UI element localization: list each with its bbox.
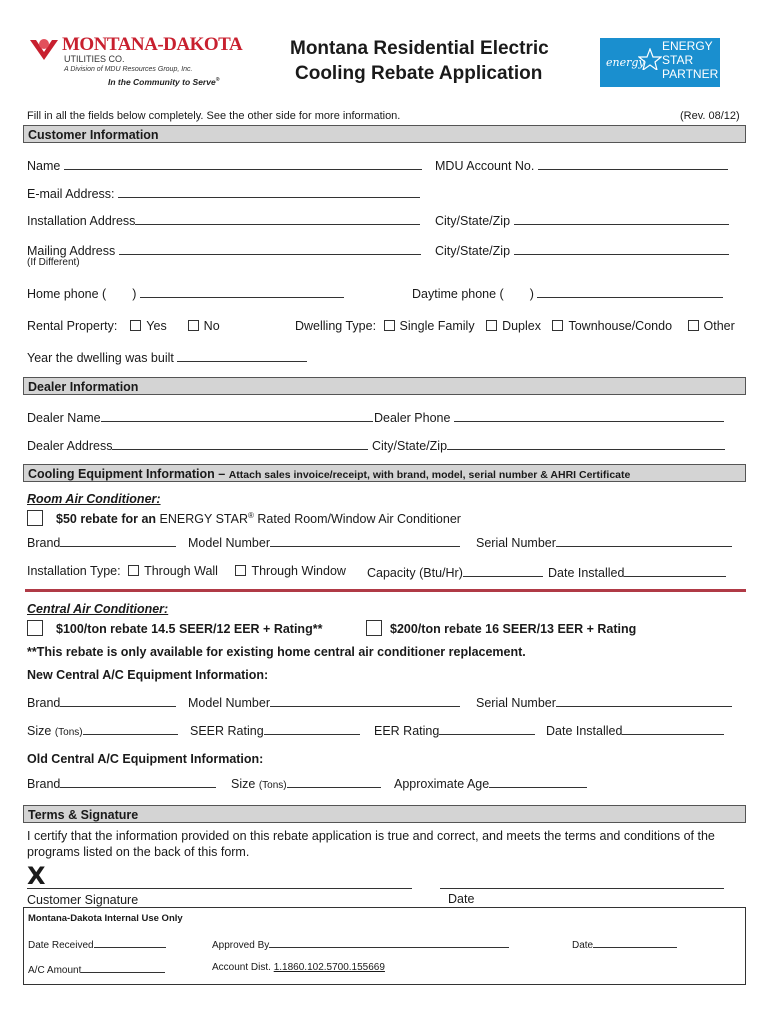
daytime-phone-label: Daytime phone ( bbox=[412, 287, 504, 301]
equipment-heading: Cooling Equipment Information – bbox=[28, 467, 226, 481]
old-size-label: Size bbox=[231, 777, 256, 791]
section-terms: Terms & Signature bbox=[23, 805, 746, 823]
install-address-field[interactable] bbox=[27, 212, 420, 228]
section-divider bbox=[25, 589, 746, 592]
rental-row bbox=[27, 319, 220, 333]
room-ac-energy-star: ENERGY STAR bbox=[159, 512, 248, 527]
logo-sub: UTILITIES CO. bbox=[64, 54, 125, 64]
account-dist-value: 1.1860.102.5700.155669 bbox=[273, 962, 385, 973]
room-date-installed-field[interactable] bbox=[548, 564, 726, 580]
approved-by-field[interactable] bbox=[212, 937, 509, 951]
account-dist-label: Account Dist. bbox=[212, 962, 271, 973]
dealer-city-field[interactable] bbox=[372, 437, 725, 453]
new-brand-label: Brand bbox=[27, 696, 61, 710]
room-date-installed-label: Date Installed bbox=[548, 566, 625, 580]
approx-age-label: Approximate Age bbox=[394, 777, 490, 791]
seer-label: SEER Rating bbox=[190, 724, 264, 738]
duplex-label: Duplex bbox=[502, 319, 541, 333]
mailing-address-label: Mailing Address bbox=[27, 244, 116, 258]
mailing-city-label: City/State/Zip bbox=[435, 244, 511, 258]
new-equipment-title: New Central A/C Equipment Information: bbox=[27, 668, 269, 682]
date-label: Date bbox=[448, 892, 475, 906]
install-city-field[interactable] bbox=[435, 212, 729, 228]
central-note: **This rebate is only available for existing home central air conditioner replacement. bbox=[27, 645, 526, 659]
room-model-label: Model Number bbox=[188, 536, 270, 550]
home-phone-close: ) bbox=[132, 287, 137, 301]
townhouse-checkbox[interactable] bbox=[552, 320, 563, 331]
rental-no-checkbox[interactable] bbox=[188, 320, 199, 331]
old-brand-field[interactable] bbox=[27, 775, 216, 791]
daytime-phone-close: ) bbox=[529, 287, 534, 301]
room-brand-label: Brand bbox=[27, 536, 61, 550]
through-window-checkbox[interactable] bbox=[235, 565, 246, 576]
section-dealer-info: Dealer Information bbox=[23, 377, 746, 395]
duplex-checkbox[interactable] bbox=[486, 320, 497, 331]
account-label: MDU Account No. bbox=[435, 159, 535, 173]
install-city-label: City/State/Zip bbox=[435, 214, 511, 228]
single-family-checkbox[interactable] bbox=[384, 320, 395, 331]
logo-division: A Division of MDU Resources Group, Inc. bbox=[64, 66, 193, 73]
dealer-name-field[interactable] bbox=[27, 409, 373, 425]
energy-star-script: energy bbox=[606, 56, 645, 69]
home-phone-field[interactable] bbox=[27, 285, 344, 301]
dealer-phone-label: Dealer Phone bbox=[374, 411, 451, 425]
rental-yes-label: Yes bbox=[146, 319, 167, 333]
page-title-line2: Cooling Rebate Application bbox=[295, 63, 543, 84]
seer-field[interactable] bbox=[190, 722, 360, 738]
section-equipment-info bbox=[23, 464, 746, 482]
install-type-row bbox=[27, 564, 346, 578]
new-size-label: Size bbox=[27, 724, 52, 738]
date-received-label: Date Received bbox=[28, 940, 94, 951]
energy-star-line2: STAR bbox=[662, 53, 694, 67]
account-dist-field bbox=[212, 962, 385, 973]
new-serial-field[interactable] bbox=[476, 694, 732, 710]
old-tons-label: (Tons) bbox=[258, 780, 287, 791]
dwelling-row bbox=[295, 319, 735, 333]
rental-yes-checkbox[interactable] bbox=[130, 320, 141, 331]
star-icon bbox=[638, 48, 662, 70]
energy-star-line1: ENERGY bbox=[662, 39, 713, 53]
account-field[interactable] bbox=[435, 157, 728, 173]
equipment-heading-note: Attach sales invoice/receipt, with brand, model, serial number & AHRI Certificate bbox=[228, 469, 631, 481]
date-received-field[interactable] bbox=[28, 937, 166, 951]
logo-name: MONTANA-DAKOTA bbox=[62, 34, 243, 55]
energy-star-line3: PARTNER bbox=[662, 67, 719, 81]
dealer-address-field[interactable] bbox=[27, 437, 368, 453]
logo-tagline: In the Community to Serve® bbox=[108, 77, 220, 87]
through-wall-checkbox[interactable] bbox=[128, 565, 139, 576]
internal-date-field[interactable] bbox=[572, 937, 677, 951]
room-serial-label: Serial Number bbox=[476, 536, 556, 550]
signature-line[interactable] bbox=[27, 888, 412, 889]
mailing-city-field[interactable] bbox=[435, 242, 729, 258]
central-200-label: $200/ton rebate 16 SEER/13 EER + Rating bbox=[390, 622, 637, 636]
room-model-field[interactable] bbox=[188, 534, 460, 550]
dealer-phone-field[interactable] bbox=[374, 409, 724, 425]
dealer-city-label: City/State/Zip bbox=[372, 439, 448, 453]
daytime-phone-field[interactable] bbox=[412, 285, 723, 301]
central-ac-title: Central Air Conditioner: bbox=[27, 602, 169, 616]
eer-field[interactable] bbox=[374, 722, 535, 738]
new-model-field[interactable] bbox=[188, 694, 460, 710]
dealer-name-label: Dealer Name bbox=[27, 411, 101, 425]
terms-line1: I certify that the information provided on this rebate application is true and correct, and meets the terms and conditions of the bbox=[27, 829, 715, 843]
name-field[interactable] bbox=[27, 157, 422, 173]
year-built-label: Year the dwelling was built bbox=[27, 351, 174, 365]
capacity-label: Capacity (Btu/Hr) bbox=[367, 566, 463, 580]
signature-label: Customer Signature bbox=[27, 893, 139, 907]
approx-age-field[interactable] bbox=[394, 775, 587, 791]
mailing-address-field[interactable] bbox=[27, 242, 421, 258]
energy-star-text bbox=[662, 39, 718, 81]
if-different-note: (If Different) bbox=[27, 257, 80, 268]
eer-label: EER Rating bbox=[374, 724, 440, 738]
old-equipment-title: Old Central A/C Equipment Information: bbox=[27, 752, 264, 766]
registered-mark: ® bbox=[247, 511, 254, 520]
date-line[interactable] bbox=[440, 888, 724, 889]
new-brand-field[interactable] bbox=[27, 694, 176, 710]
home-phone-label: Home phone ( bbox=[27, 287, 107, 301]
central-200-checkbox[interactable] bbox=[366, 620, 382, 636]
room-ac-title: Room Air Conditioner: bbox=[27, 492, 161, 506]
new-tons-label: (Tons) bbox=[54, 727, 83, 738]
capacity-field[interactable] bbox=[367, 564, 543, 580]
signature-x-mark: X bbox=[27, 862, 46, 890]
revision: (Rev. 08/12) bbox=[680, 110, 740, 122]
terms-line2: programs listed on the back of this form. bbox=[27, 845, 250, 859]
through-window-label: Through Window bbox=[251, 564, 346, 578]
section-customer-info: Customer Information bbox=[23, 125, 746, 143]
internal-date-label: Date bbox=[572, 940, 594, 951]
intro-text: Fill in all the fields below completely. See the other side for more information. bbox=[27, 110, 401, 122]
new-serial-label: Serial Number bbox=[476, 696, 556, 710]
dealer-address-label: Dealer Address bbox=[27, 439, 113, 453]
logo-emblem-icon bbox=[28, 36, 60, 62]
new-size-field[interactable] bbox=[27, 722, 178, 738]
room-serial-field[interactable] bbox=[476, 534, 732, 550]
approved-by-label: Approved By bbox=[212, 940, 270, 951]
new-date-installed-label: Date Installed bbox=[546, 724, 623, 738]
other-checkbox[interactable] bbox=[688, 320, 699, 331]
energy-star-logo bbox=[600, 38, 720, 87]
room-ac-rebate-amount: $50 rebate for an bbox=[56, 512, 157, 527]
new-model-label: Model Number bbox=[188, 696, 270, 710]
old-brand-label: Brand bbox=[27, 777, 61, 791]
name-label: Name bbox=[27, 159, 61, 173]
email-field[interactable] bbox=[27, 185, 420, 201]
internal-use-heading: Montana-Dakota Internal Use Only bbox=[28, 913, 183, 924]
email-label: E-mail Address: bbox=[27, 187, 115, 201]
other-label: Other bbox=[703, 319, 735, 333]
through-wall-label: Through Wall bbox=[144, 564, 218, 578]
room-ac-rebate-tail: Rated Room/Window Air Conditioner bbox=[253, 512, 461, 527]
room-ac-rebate-text bbox=[56, 511, 461, 526]
install-address-label: Installation Address bbox=[27, 214, 136, 228]
company-logo bbox=[28, 34, 243, 94]
year-built-field[interactable] bbox=[27, 349, 307, 365]
room-brand-field[interactable] bbox=[27, 534, 176, 550]
single-family-label: Single Family bbox=[399, 319, 475, 333]
townhouse-label: Townhouse/Condo bbox=[568, 319, 673, 333]
rental-no-label: No bbox=[203, 319, 220, 333]
new-date-installed-field[interactable] bbox=[546, 722, 724, 738]
central-100-checkbox[interactable] bbox=[27, 620, 43, 636]
ac-amount-field[interactable] bbox=[28, 962, 165, 976]
central-100-label: $100/ton rebate 14.5 SEER/12 EER + Rating** bbox=[56, 622, 323, 636]
dwelling-label: Dwelling Type: bbox=[295, 319, 377, 333]
room-ac-rebate-checkbox[interactable] bbox=[27, 510, 43, 526]
rental-label: Rental Property: bbox=[27, 319, 118, 333]
page-title-line1: Montana Residential Electric bbox=[290, 38, 549, 59]
install-type-label: Installation Type: bbox=[27, 564, 121, 578]
ac-amount-label: A/C Amount bbox=[28, 965, 82, 976]
old-size-field[interactable] bbox=[231, 775, 381, 791]
